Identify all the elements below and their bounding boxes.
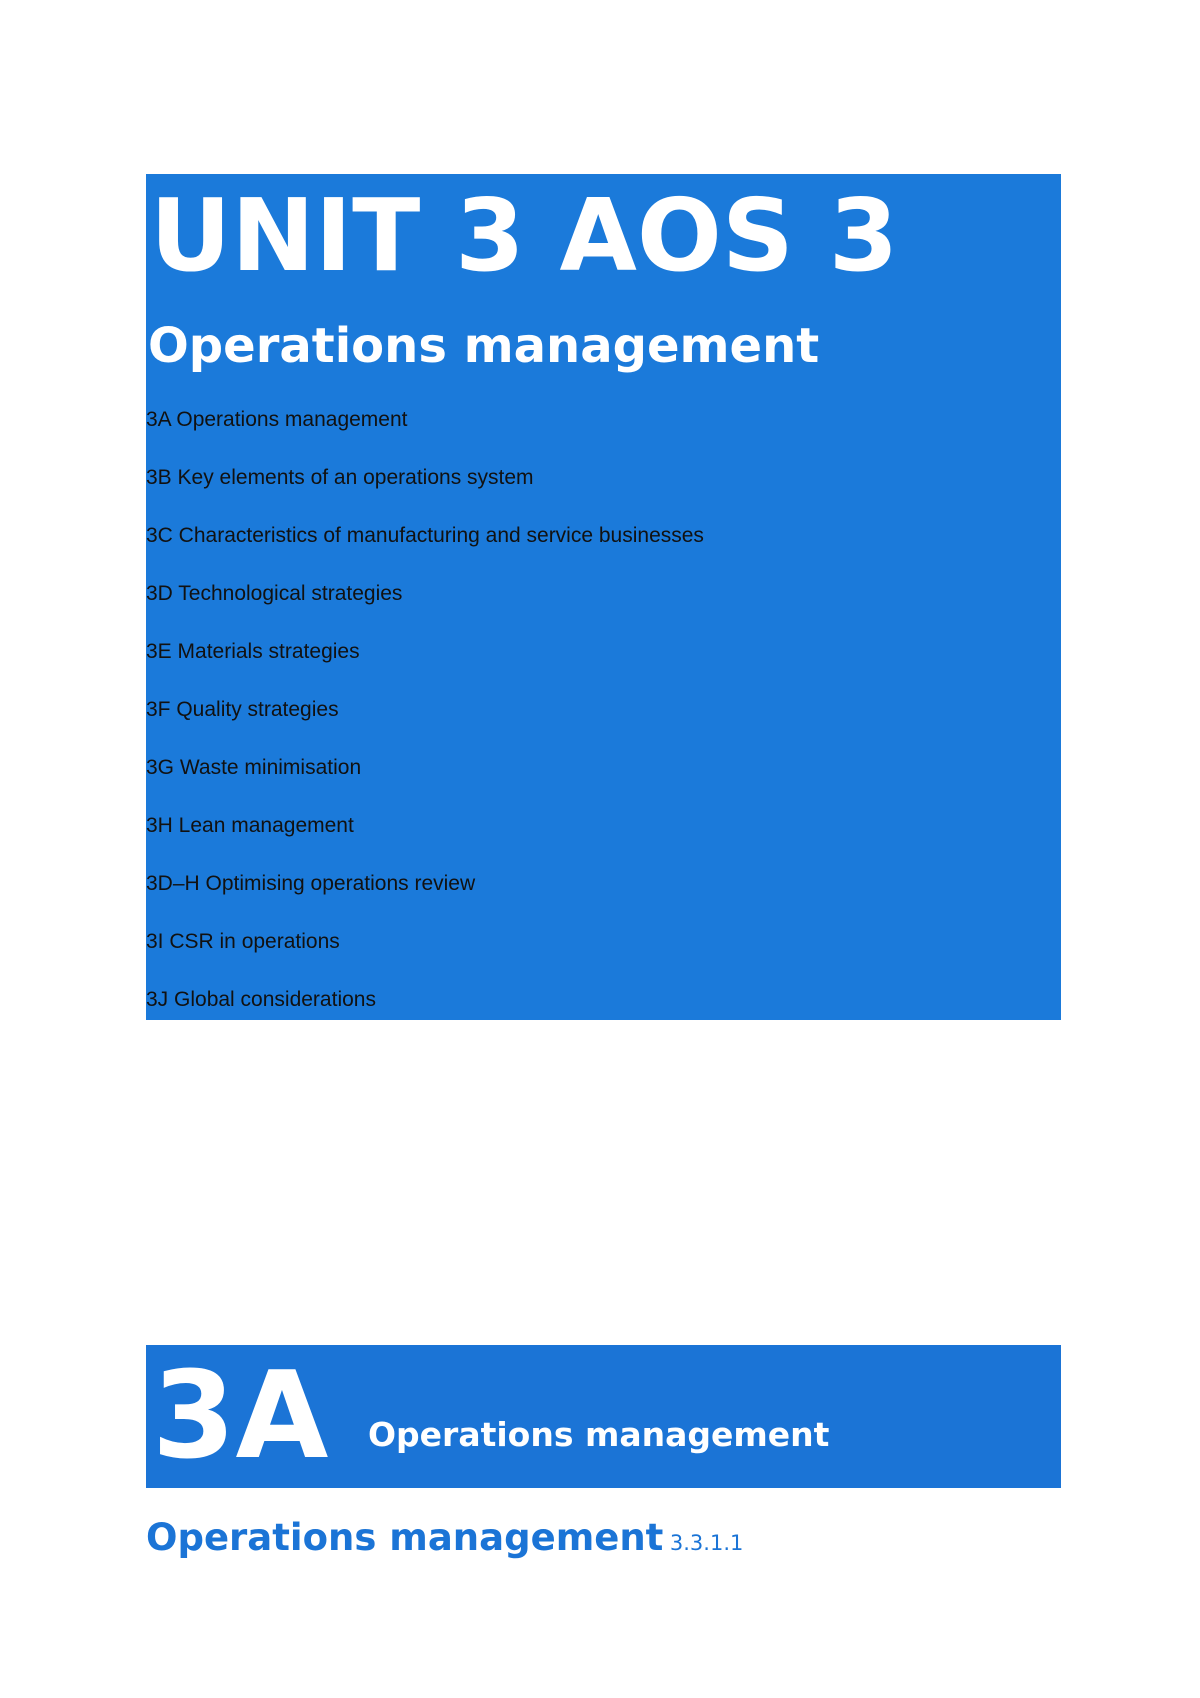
toc-item: 3G Waste minimisation (146, 756, 362, 779)
cover-subtitle: Operations management (148, 318, 820, 374)
toc-item: 3H Lean management (146, 814, 354, 837)
toc-item: 3I CSR in operations (146, 930, 340, 953)
section-heading (146, 1513, 743, 1563)
toc-item: 3C Characteristics of manufacturing and service businesses (146, 524, 704, 547)
section-name: Operations management (368, 1415, 830, 1454)
cover-title: UNIT 3 AOS 3 (150, 177, 899, 294)
toc-item: 3J Global considerations (146, 988, 376, 1011)
section-code: 3A (152, 1347, 329, 1486)
table-of-contents (146, 408, 704, 1046)
toc-item: 3F Quality strategies (146, 698, 339, 721)
toc-item: 3D Technological strategies (146, 582, 403, 605)
toc-item: 3B Key elements of an operations system (146, 466, 534, 489)
heading-reference: 3.3.1.1 (669, 1531, 744, 1555)
toc-item: 3E Materials strategies (146, 640, 360, 663)
toc-item: 3D–H Optimising operations review (146, 872, 476, 895)
section-banner (146, 1345, 1061, 1488)
cover-block (146, 174, 1061, 1020)
toc-item: 3A Operations management (146, 408, 408, 431)
heading-text: Operations management (146, 1516, 664, 1559)
